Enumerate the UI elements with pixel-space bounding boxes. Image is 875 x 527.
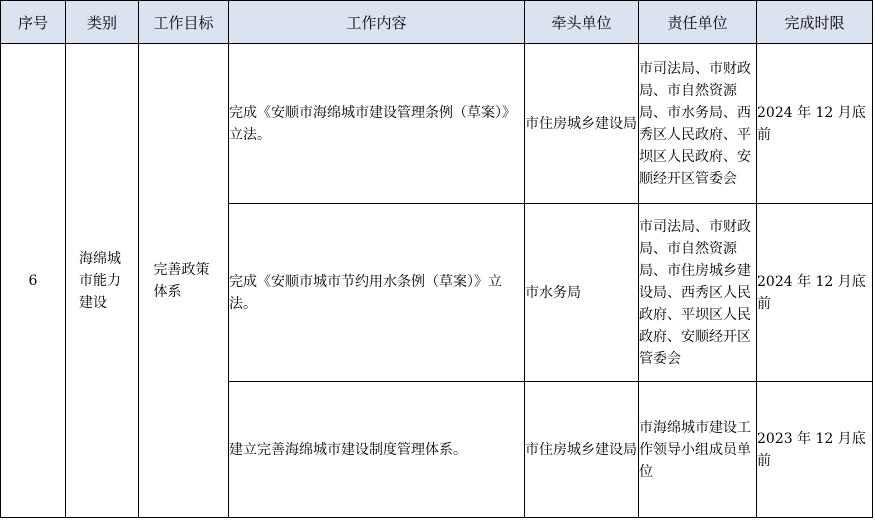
lead-unit-cell: 市水务局 — [525, 204, 639, 382]
header-deadline: 完成时限 — [757, 1, 873, 44]
header-index: 序号 — [1, 1, 66, 44]
index-cell: 6 — [1, 44, 66, 518]
responsible-unit-cell: 市司法局、市财政局、市自然资源局、市水务局、西秀区人民政府、平坝区人民政府、安顺经开区管委会 — [639, 44, 757, 204]
deadline-cell: 2024 年 12 月底前 — [757, 44, 873, 204]
deadline-cell: 2024 年 12 月底前 — [757, 204, 873, 382]
category-cell — [66, 44, 139, 518]
header-content: 工作内容 — [229, 1, 525, 44]
deadline-cell: 2023 年 12 月底前 — [757, 382, 873, 518]
lead-unit-cell: 市住房城乡建设局 — [525, 44, 639, 204]
work-content-cell: 完成《安顺市海绵城市建设管理条例（草案）》立法。 — [229, 44, 525, 204]
responsible-unit-cell: 市海绵城市建设工作领导小组成员单位 — [639, 382, 757, 518]
category-text: 海绵城市能力建设 — [79, 250, 121, 311]
work-content-cell: 建立完善海绵城市建设制度管理体系。 — [229, 382, 525, 518]
lead-unit-cell: 市住房城乡建设局 — [525, 382, 639, 518]
goal-cell — [139, 44, 229, 518]
header-responsible-unit: 责任单位 — [639, 1, 757, 44]
goal-text: 完善政策体系 — [153, 261, 210, 300]
table-row — [1, 44, 873, 204]
header-row — [1, 1, 873, 44]
work-content-cell: 完成《安顺市城市节约用水条例（草案）》立法。 — [229, 204, 525, 382]
responsible-unit-cell: 市司法局、市财政局、市自然资源局、市住房城乡建设局、西秀区人民政府、平坝区人民政府、安顺经开区管委会 — [639, 204, 757, 382]
header-goal: 工作目标 — [139, 1, 229, 44]
header-category: 类别 — [66, 1, 139, 44]
header-lead-unit: 牵头单位 — [525, 1, 639, 44]
